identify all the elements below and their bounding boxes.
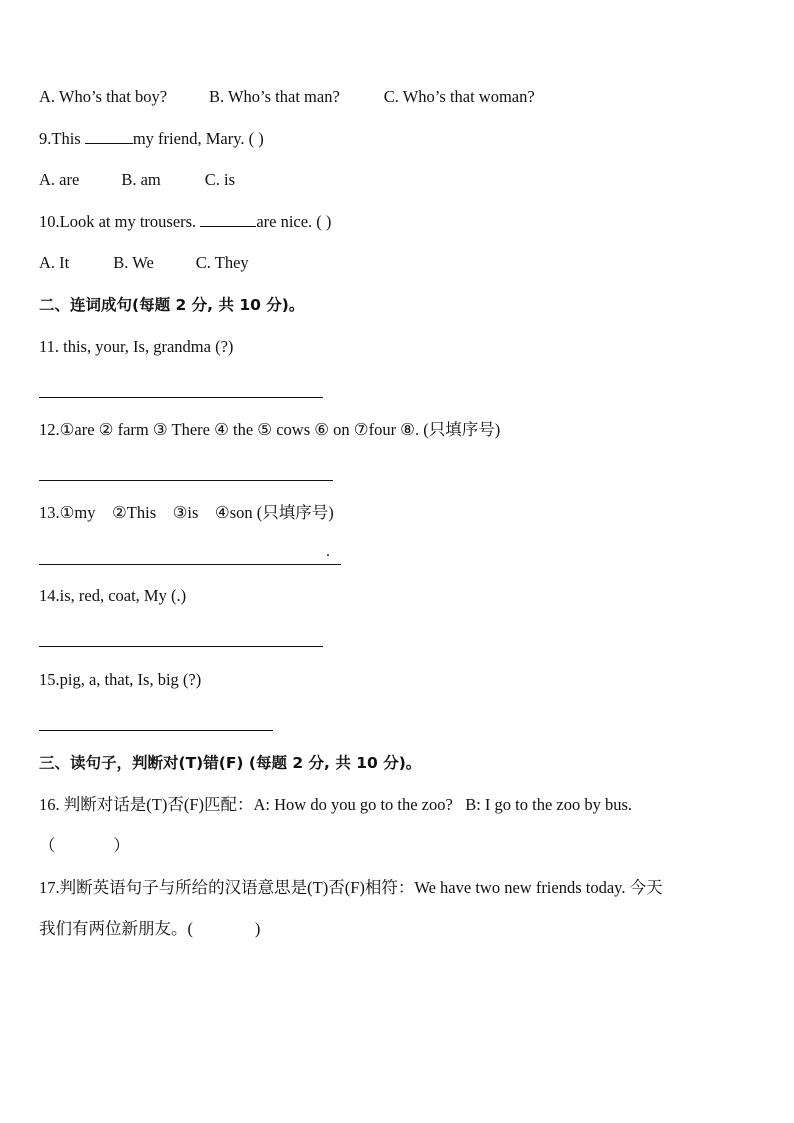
q12-text: 12.①are ② farm ③ There ④ the ⑤ cows ⑥ on ⑦four ⑧. (只填序号) <box>39 420 501 439</box>
q9-option-a: A. are <box>39 170 80 189</box>
q16-text: 16. 判断对话是(T)否(F)匹配：A: How do you go to the zoo? B: I go to the zoo by bus. <box>39 795 633 814</box>
q16-answer-box[interactable]: （ ） <box>39 836 130 855</box>
q9-question <box>39 128 264 150</box>
q15-text: 15.pig, a, that, Is, big (?) <box>39 670 202 689</box>
section-3-title: 三、读句子，判断对(T)错(F) (每题 2 分, 共 10 分)。 <box>39 754 422 772</box>
q9-option-c: C. is <box>204 170 235 189</box>
q9-text-pre: 9.This <box>39 129 81 148</box>
q14-text: 14.is, red, coat, My (.) <box>39 586 187 605</box>
q8-option-b: B. Who’s that man? <box>209 87 340 106</box>
q10-question <box>39 211 331 233</box>
q13-answer-line[interactable] <box>39 564 341 565</box>
q10-option-a: A. It <box>39 253 70 272</box>
q10-options <box>39 252 249 274</box>
q17-text: 17.判断英语句子与所给的汉语意思是(T)否(F)相符：We have two new friends today. 今天 <box>39 878 663 897</box>
q9-text-post: my friend, Mary. ( ) <box>132 129 264 148</box>
q9-options <box>39 169 235 191</box>
q9-option-b: B. am <box>121 170 161 189</box>
q8-option-a: A. Who’s that boy? <box>39 87 168 106</box>
q13-period: . <box>326 543 330 560</box>
q12-answer-line[interactable] <box>39 480 333 481</box>
q13-text: 13.①my ②This ③is ④son (只填序号) <box>39 503 334 522</box>
section-2-title: 二、连词成句(每题 2 分, 共 10 分)。 <box>39 296 305 314</box>
q10-option-c: C. They <box>195 253 249 272</box>
q10-text-pre: 10.Look at my trousers. <box>39 212 197 231</box>
q11-text: 11. this, your, Is, grandma (?) <box>39 337 234 356</box>
q10-text-post: are nice. ( ) <box>256 212 332 231</box>
q11-answer-line[interactable] <box>39 397 323 398</box>
q10-option-b: B. We <box>113 253 154 272</box>
q14-answer-line[interactable] <box>39 646 323 647</box>
q8-options <box>39 86 535 108</box>
q10-blank[interactable] <box>200 212 256 227</box>
q15-answer-line[interactable] <box>39 730 273 731</box>
q9-blank[interactable] <box>85 129 133 144</box>
q17-text-continued[interactable]: 我们有两位新朋友。( ) <box>39 919 261 938</box>
q8-option-c: C. Who’s that woman? <box>383 87 535 106</box>
